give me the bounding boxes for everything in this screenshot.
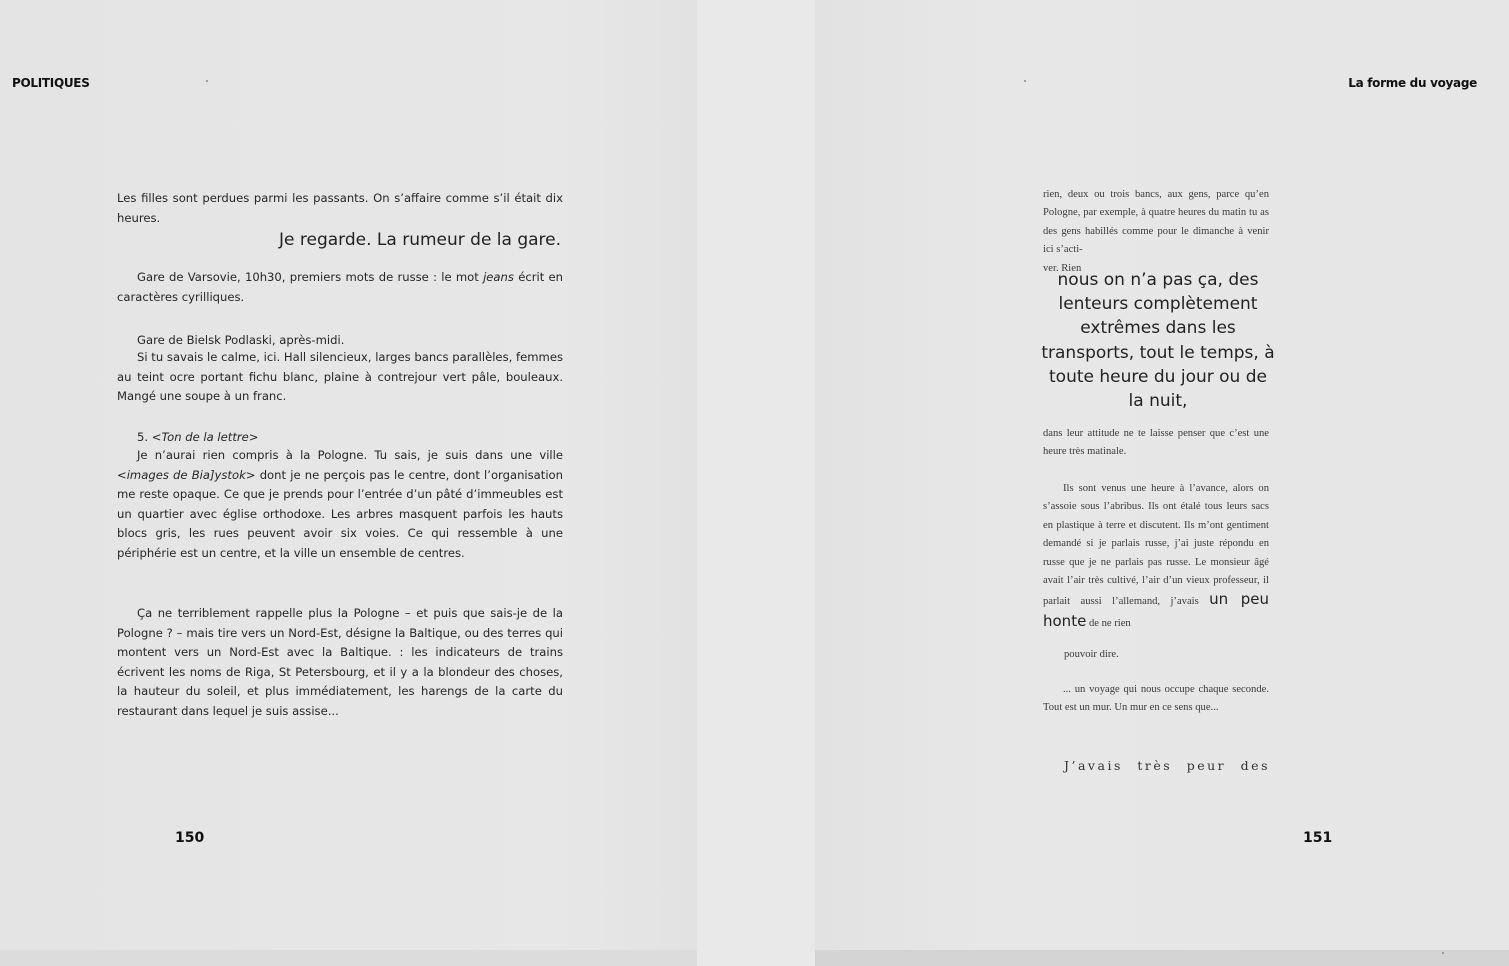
varsovie-text-b: écrit en caractères cyrilliques. (117, 270, 563, 304)
paragraph-baltique: Ça ne terriblement rappelle plus la Pologne – et puis que sais-je de la Pologne ? – mais tire vers un Nord-Est, désigne la Baltique, ou des terres qui montent vers un Nord-Est avec la Baltique. : les indicateurs de trains écrivent les noms de Riga, St Petersbourg, et il y a la blondeur des choses, la hauteur du soleil, et plus immédiatement, les harengs de la carte du restaurant dans lequel je suis assise... (117, 606, 563, 718)
spaced-word: peur (1186, 758, 1227, 773)
speck (1024, 80, 1026, 82)
page-edge-left (0, 950, 697, 966)
abribus-text-a: Ils sont venus une heure à l’avance, alors on s’assoie sous l’abribus. Ils ont étalé tous leurs sacs en plastique à terre et discutent. Ils m’ont gentiment demandé si je parlais russe, j’ai juste répondu en russe que je ne parlais pas russe. Le monsieur âgé avait l’air très cultivé, l’air d’un vieux professeur, il parlait aussi l’allemand, j’avais (1043, 483, 1269, 608)
paragraph-bancs: rien, deux ou trois bancs, aux gens, parce qu’en Pologne, par exemple, à quatre heures du matin tu as des gens habillés comme pour le dimanche à venir ici s’acti- (1043, 189, 1269, 256)
page-number-right: 151 (1303, 830, 1333, 846)
spaced-line (1064, 758, 1270, 773)
paragraph-mur: ... un voyage qui nous occupe chaque seconde. Tout est un mur. Un mur en ce sens que... (1043, 684, 1269, 714)
spaced-word: très (1137, 758, 1173, 773)
speck (206, 80, 208, 82)
spaced-word: des (1240, 758, 1270, 773)
paragraph-bielsk-title: Gare de Bielsk Podlaski, après-midi. (137, 333, 345, 347)
large-quote-lenteurs: nous on n’a pas ça, des lenteurs complètement extrêmes dans les transports, tout le temps, à toute heure du jour ou de la nuit, (1041, 270, 1275, 412)
paragraph-pologne (117, 446, 563, 564)
spaced-word: J’avais (1064, 758, 1123, 773)
paragraph-attitude: dans leur attitude ne te laisse penser que c’est une heure très matinale. (1043, 428, 1269, 458)
images-bialystok: <images de Bia]ystok> (117, 467, 256, 482)
section-number: 5. (137, 430, 152, 444)
large-quote-gare: Je regarde. La rumeur de la gare. (279, 230, 562, 250)
pologne-text-a: Je n’aurai rien compris à la Pologne. Tu sais, je suis dans une ville (137, 448, 563, 462)
paragraph-filles: Les filles sont perdues parmi les passants. On s’affaire comme s’il était dix heures. (117, 191, 563, 225)
paragraph-rien: ver. Rien (1043, 263, 1082, 274)
paragraph-varsovie (117, 268, 563, 307)
running-head-right: La forme du voyage (1348, 76, 1477, 90)
phrase-un-peu-honte: un peu honte (1043, 590, 1269, 630)
speck (1442, 952, 1444, 954)
abribus-text-b: de ne rien (1086, 617, 1131, 629)
page-number-left: 150 (175, 830, 205, 846)
varsovie-text-a: Gare de Varsovie, 10h30, premiers mots de russe : le mot (137, 270, 484, 284)
section-title: <Ton de la lettre> (151, 430, 259, 444)
running-head-left: POLITIQUES (12, 76, 90, 90)
section-heading-5 (117, 428, 563, 448)
paragraph-pouvoir-dire: pouvoir dire. (1064, 649, 1119, 660)
paragraph-abribus (1043, 480, 1269, 633)
right-page (815, 0, 1509, 950)
page-edge-right (815, 950, 1509, 966)
book-gutter (697, 0, 815, 966)
paragraph-bielsk: Si tu savais le calme, ici. Hall silencieux, larges bancs parallèles, femmes au teint ocre portant fichu blanc, plaine à contrejour vert pâle, bouleaux. Mangé une soupe à un franc. (117, 350, 563, 404)
word-jeans: jeans (483, 270, 514, 284)
pologne-text-b: dont je ne perçois pas le centre, dont l’organisation me reste opaque. Ce que je prends pour l’entrée d’un pâté d’immeubles est un quartier avec église orthodoxe. Les arbres masquent parfois les hauts blocs gris, les rues peuvent avoir six voies. Ce qui ressemble à une périphérie est un centre, et la ville un ensemble de centres. (117, 467, 563, 560)
